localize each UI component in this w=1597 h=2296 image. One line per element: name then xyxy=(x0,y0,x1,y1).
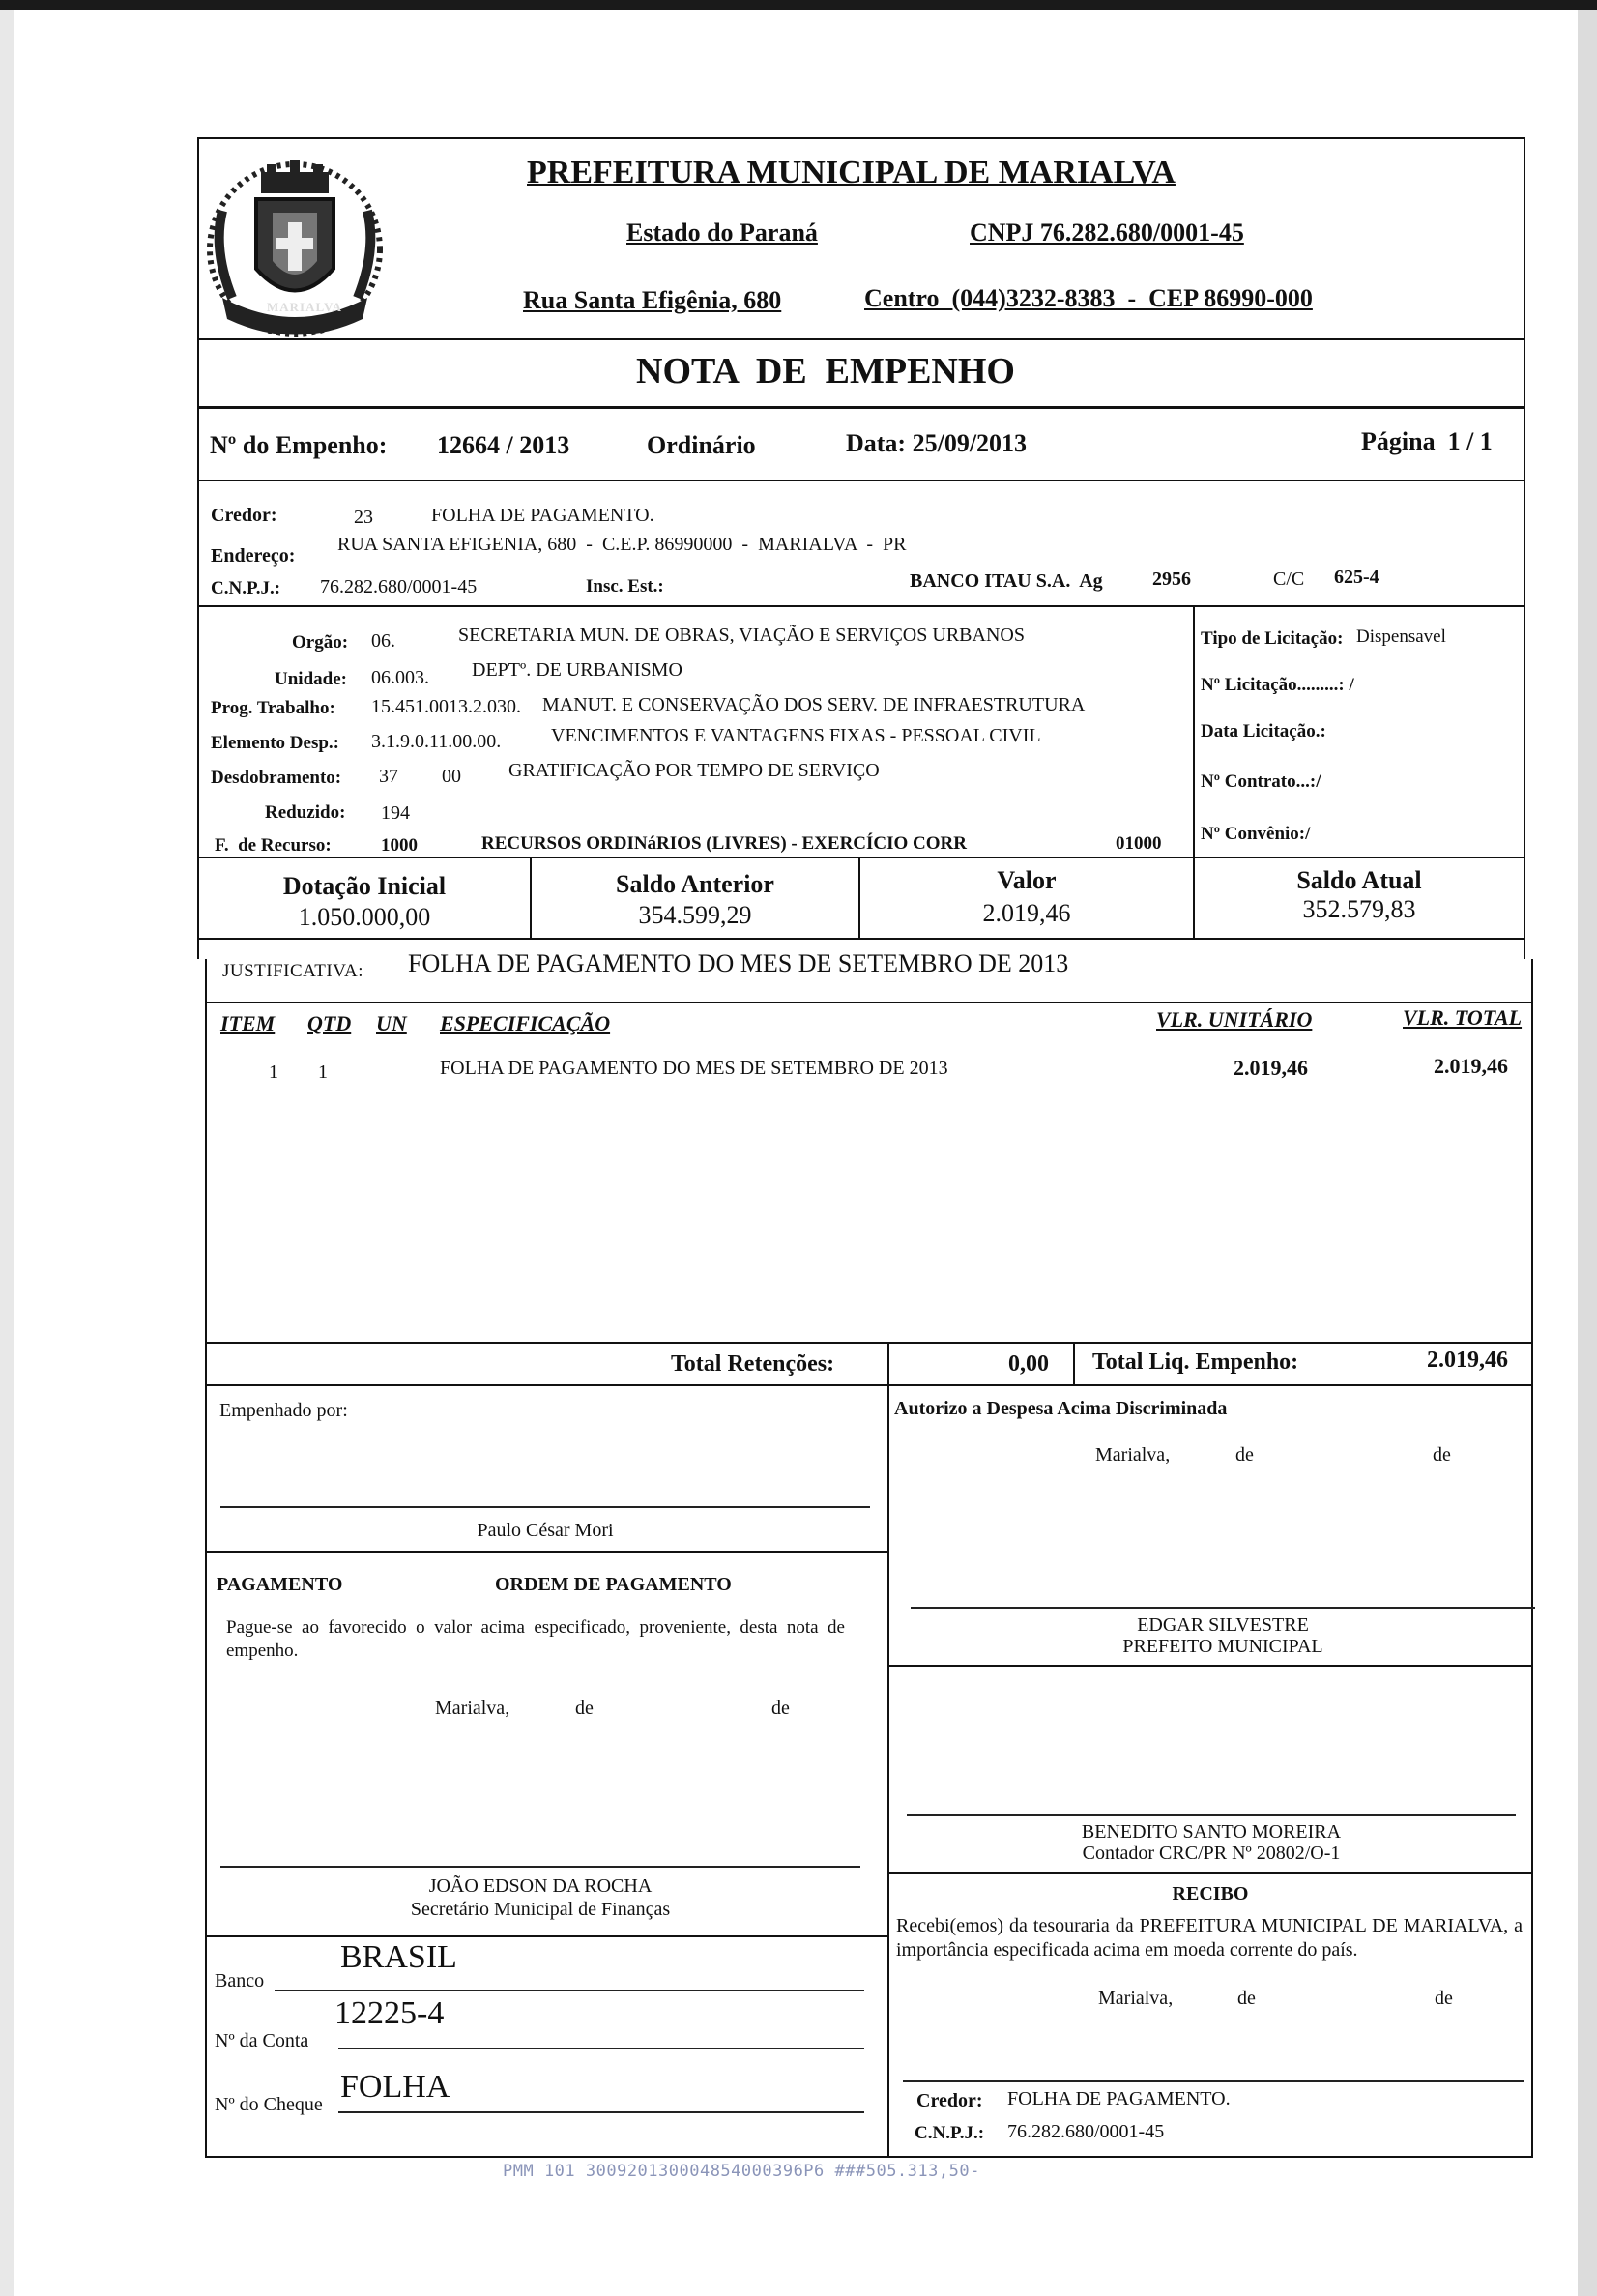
contador-signature-line xyxy=(907,1814,1516,1816)
saldo-atual-label: Saldo Atual xyxy=(1296,866,1422,894)
totais-bottom-divider xyxy=(205,1384,1533,1386)
unidade-code: 06.003. xyxy=(371,667,429,688)
valores-divider xyxy=(197,938,1525,940)
credor-account-label: C/C xyxy=(1273,568,1305,590)
empenhado-signature-line xyxy=(220,1506,870,1508)
ordem-pagamento-label: ORDEM DE PAGAMENTO xyxy=(495,1574,732,1595)
col-header-qtd: QTD xyxy=(307,1011,352,1035)
pagamento-label: PAGAMENTO xyxy=(217,1574,343,1595)
address-contact: Centro (044)3232-8383 - CEP 86990-000 xyxy=(864,284,1313,312)
pagamento-city: Marialva, xyxy=(435,1698,510,1719)
scan-left-edge xyxy=(0,10,14,2296)
empenho-type: Ordinário xyxy=(647,431,756,459)
autorizo-label: Autorizo a Despesa Acima Discriminada xyxy=(894,1398,1228,1419)
total-liquido-value: 2.019,46 xyxy=(1427,1348,1508,1373)
frame-left-lower xyxy=(205,959,207,2158)
municipality-title: PREFEITURA MUNICIPAL DE MARIALVA xyxy=(527,155,1176,190)
pagamento-de-2: de xyxy=(771,1698,790,1719)
header-divider xyxy=(197,338,1525,340)
conta-value: 12225-4 xyxy=(334,1995,445,2031)
municipality-cnpj: CNPJ 76.282.680/0001-45 xyxy=(970,218,1244,247)
cheque-label: Nº do Cheque xyxy=(215,2094,323,2115)
item-total-value: 2.019,46 xyxy=(1434,1054,1508,1078)
unidade-label: Unidade: xyxy=(275,669,347,689)
conta-label: Nº da Conta xyxy=(215,2030,309,2051)
col-header-item: ITEM xyxy=(220,1011,276,1035)
contador-role: Contador CRC/PR Nº 20802/O-1 xyxy=(1082,1843,1341,1864)
recibo-text: Recebi(emos) da tesouraria da PREFEITURA MUNICIPAL DE MARIALVA, a importância especificada acima em moeda corrente do país. xyxy=(896,1915,1523,1961)
total-retencoes-label: Total Retenções: xyxy=(671,1351,835,1377)
tipo-licitacao-label: Tipo de Licitação: xyxy=(1201,628,1344,649)
elemento-description: VENCIMENTOS E VANTAGENS FIXAS - PESSOAL CIVIL xyxy=(551,725,1041,746)
financas-divider xyxy=(205,1935,887,1937)
empenho-number-label: Nº do Empenho: xyxy=(210,431,388,459)
contador-divider xyxy=(887,1872,1533,1874)
recibo-title: RECIBO xyxy=(1172,1883,1249,1904)
saldo-atual-value: 352.579,83 xyxy=(1302,895,1416,923)
recurso-number: 01000 xyxy=(1116,833,1162,854)
credor-cnpj: 76.282.680/0001-45 xyxy=(320,576,478,597)
justificativa-label: JUSTIFICATIVA: xyxy=(222,961,364,981)
cheque-line xyxy=(338,2111,864,2113)
data-licitacao: Data Licitação.: xyxy=(1201,721,1326,741)
recurso-code: 1000 xyxy=(381,835,418,856)
pagamento-text: Pague-se ao favorecido o valor acima especificado, proveniente, desta nota de empenho. xyxy=(226,1617,845,1661)
prefeito-signature-line xyxy=(911,1607,1535,1609)
frame-top xyxy=(197,137,1525,139)
recibo-cnpj: 76.282.680/0001-45 xyxy=(1007,2121,1165,2142)
title-divider xyxy=(197,406,1525,409)
empenhado-signer-name: Paulo César Mori xyxy=(477,1520,614,1541)
credor-address: RUA SANTA EFIGENIA, 680 - C.E.P. 86990000 - MARIALVA - PR xyxy=(337,534,907,555)
valor-value: 2.019,46 xyxy=(982,899,1071,927)
totais-top-divider xyxy=(205,1342,1533,1344)
document-title: NOTA DE EMPENHO xyxy=(636,351,1015,392)
autorizo-city: Marialva, xyxy=(1095,1444,1171,1466)
col-header-valor-total: VLR. TOTAL xyxy=(1403,1005,1523,1030)
conta-line xyxy=(338,2048,864,2049)
numero-convenio: Nº Convênio:/ xyxy=(1201,824,1311,844)
orgao-description: SECRETARIA MUN. DE OBRAS, VIAÇÃO E SERVIÇOS URBANOS xyxy=(458,625,1025,646)
micr-code-line: PMM 101 300920130004854000396P6 ###505.313,50- xyxy=(503,2162,980,2181)
recurso-label: F. de Recurso: xyxy=(215,835,332,856)
recibo-signature-line xyxy=(903,2080,1524,2082)
credor-bank-agency: 2956 xyxy=(1152,568,1191,590)
scan-right-edge xyxy=(1578,10,1597,2296)
prog-trabalho-label: Prog. Trabalho: xyxy=(211,698,335,718)
total-liquido-label: Total Liq. Empenho: xyxy=(1092,1350,1299,1375)
prog-trabalho-description: MANUT. E CONSERVAÇÃO DOS SERV. DE INFRAESTRUTURA xyxy=(542,694,1086,715)
justificativa-divider xyxy=(205,1002,1533,1003)
unidade-description: DEPTº. DE URBANISMO xyxy=(472,659,682,681)
dotacao-inicial-label: Dotação Inicial xyxy=(282,872,447,900)
recibo-credor-name: FOLHA DE PAGAMENTO. xyxy=(1007,2088,1231,2109)
totais-separator-1 xyxy=(887,1342,889,1386)
contador-name: BENEDITO SANTO MOREIRA xyxy=(1081,1821,1342,1843)
desdobramento-label: Desdobramento: xyxy=(211,768,342,788)
frame-right-lower xyxy=(1531,959,1533,2158)
total-retencoes-value: 0,00 xyxy=(1008,1351,1049,1377)
financas-signature-line xyxy=(220,1866,860,1868)
empenho-date: Data: 25/09/2013 xyxy=(846,429,1028,457)
credor-name: FOLHA DE PAGAMENTO. xyxy=(431,505,654,526)
credor-cnpj-label: C.N.P.J.: xyxy=(211,578,281,598)
totais-separator-2 xyxy=(1073,1342,1075,1386)
recibo-de-2: de xyxy=(1435,1988,1453,2009)
col-header-valor-unitario: VLR. UNITÁRIO xyxy=(1156,1007,1313,1032)
elemento-label: Elemento Desp.: xyxy=(211,733,339,753)
prog-trabalho-code: 15.451.0013.2.030. xyxy=(371,696,521,717)
desdobramento-code: 37 xyxy=(379,766,398,787)
banco-label: Banco xyxy=(215,1970,265,1991)
financas-signer-role: Secretário Municipal de Finanças xyxy=(410,1899,671,1920)
prefeito-name: EDGAR SILVESTRE xyxy=(1137,1614,1309,1636)
item-specification: FOLHA DE PAGAMENTO DO MES DE SETEMBRO DE 2013 xyxy=(440,1058,948,1079)
frame-left-upper xyxy=(197,137,199,959)
desdobramento-description: GRATIFICAÇÃO POR TEMPO DE SERVIÇO xyxy=(508,760,880,781)
autorizo-de-1: de xyxy=(1235,1444,1254,1466)
col-header-especificacao: ESPECIFICAÇÃO xyxy=(440,1011,611,1035)
tipo-licitacao-value: Dispensavel xyxy=(1356,626,1446,647)
col-header-un: UN xyxy=(376,1011,407,1035)
credor-code: 23 xyxy=(354,507,373,528)
page-number: Página 1 / 1 xyxy=(1361,427,1493,455)
recibo-de-1: de xyxy=(1237,1988,1256,2009)
saldo-anterior-value: 354.599,29 xyxy=(638,901,752,929)
credor-bank: BANCO ITAU S.A. Ag xyxy=(910,570,1103,592)
dotacao-divider xyxy=(197,857,1525,858)
insc-est-label: Insc. Est.: xyxy=(586,576,664,596)
elemento-code: 3.1.9.0.11.00.00. xyxy=(371,731,502,752)
autorizo-de-2: de xyxy=(1433,1444,1451,1466)
pagamento-de-1: de xyxy=(575,1698,594,1719)
numero-licitacao: Nº Licitação.........: / xyxy=(1201,675,1354,695)
banco-value: BRASIL xyxy=(340,1939,457,1975)
credor-label: Credor: xyxy=(211,505,277,526)
recibo-credor-label: Credor: xyxy=(916,2090,983,2111)
valor-label: Valor xyxy=(997,866,1057,894)
item-quantity: 1 xyxy=(318,1061,328,1083)
reduzido-code: 194 xyxy=(381,802,410,824)
numero-contrato: Nº Contrato...:/ xyxy=(1201,771,1321,792)
credor-divider xyxy=(197,605,1525,607)
municipal-crest-logo xyxy=(203,153,387,346)
orgao-code: 06. xyxy=(371,630,395,652)
prefeito-role: PREFEITO MUNICIPAL xyxy=(1122,1636,1323,1657)
frame-right-upper xyxy=(1524,137,1525,959)
scan-top-edge xyxy=(0,0,1597,10)
financas-signer-name: JOÃO EDSON DA ROCHA xyxy=(428,1875,653,1897)
saldo-anterior-label: Saldo Anterior xyxy=(616,870,774,898)
prefeito-divider xyxy=(887,1665,1533,1667)
dotacao-inicial-value: 1.050.000,00 xyxy=(298,903,431,931)
empenho-number: 12664 / 2013 xyxy=(437,431,570,459)
orgao-label: Orgão: xyxy=(292,632,349,653)
cheque-value: FOLHA xyxy=(340,2069,450,2105)
info-divider xyxy=(197,480,1525,481)
crest-banner-text: MARIALVA xyxy=(267,300,343,314)
licitacao-separator xyxy=(1193,605,1195,858)
item-unit-value: 2.019,46 xyxy=(1234,1056,1308,1080)
reduzido-label: Reduzido: xyxy=(265,802,346,823)
desdobramento-sub: 00 xyxy=(442,766,461,787)
recibo-city: Marialva, xyxy=(1098,1988,1174,2009)
justificativa-text: FOLHA DE PAGAMENTO DO MES DE SETEMBRO DE 2013 xyxy=(408,949,1069,977)
item-number: 1 xyxy=(269,1061,278,1083)
state-name: Estado do Paraná xyxy=(626,218,818,247)
bottom-column-divider xyxy=(887,1384,889,2156)
endereco-label: Endereço: xyxy=(211,545,296,567)
empenhado-divider xyxy=(205,1551,887,1553)
empenhado-por-label: Empenhado por: xyxy=(219,1400,348,1421)
recurso-description: RECURSOS ORDINáRIOS (LIVRES) - EXERCÍCIO CORR xyxy=(481,833,967,854)
street-address: Rua Santa Efigênia, 680 xyxy=(523,286,782,314)
frame-bottom xyxy=(205,2156,1533,2158)
credor-account: 625-4 xyxy=(1334,567,1379,588)
recibo-cnpj-label: C.N.P.J.: xyxy=(915,2123,985,2143)
banco-line xyxy=(275,1990,864,1991)
